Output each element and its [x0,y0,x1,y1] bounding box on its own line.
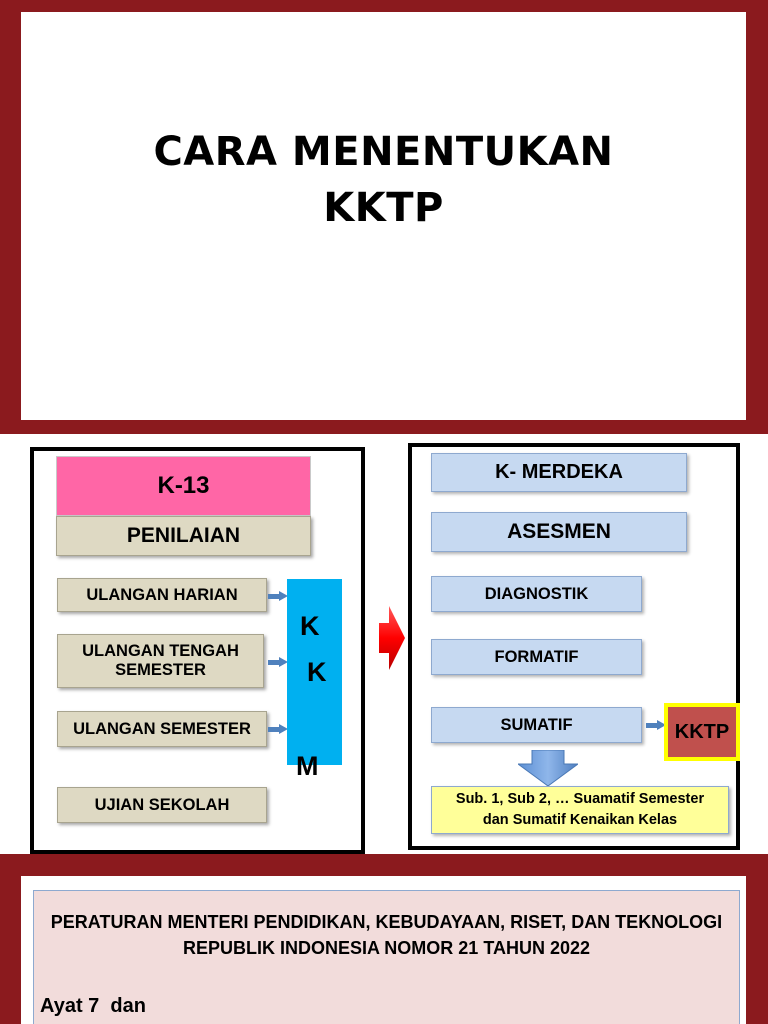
kktp-box: KKTP [664,703,740,761]
kkm-letter-k1: K [300,611,320,641]
slide-title [21,124,746,236]
k-merdeka-box: K- MERDEKA [431,453,687,492]
sumatif-detail-box: Sub. 1, Sub 2, … Suamatif Semester dan Sumatif Kenaikan Kelas [431,786,729,834]
kkm-letter-k2: K [307,657,327,687]
arrow-right-icon [268,657,288,667]
title-slide [21,12,746,420]
diagnostik-box: DIAGNOSTIK [431,576,642,612]
regulation-slide [21,876,746,1024]
ulangan-semester-box: ULANGAN SEMESTER [57,711,267,747]
kkm-bar [287,579,342,765]
formatif-box: FORMATIF [431,639,642,675]
k13-header: K-13 [56,456,311,516]
asesmen-box: ASESMEN [431,512,687,552]
title-line-1: CARA MENENTUKAN [153,129,614,175]
big-red-arrow-icon [379,606,405,670]
ayat-text: Ayat 7 dan [40,995,146,1017]
k13-panel [30,447,365,854]
kkm-letter-m: M [296,751,319,781]
k-merdeka-panel [408,443,740,850]
ujian-sekolah-box: UJIAN SEKOLAH [57,787,267,823]
ulangan-tengah-semester-box: ULANGAN TENGAH SEMESTER [57,634,264,688]
arrow-right-icon [268,724,288,734]
penilaian-box: PENILAIAN [56,516,311,556]
title-line-2: KKTP [323,185,444,231]
arrow-right-icon [646,720,666,730]
regulation-heading: PERATURAN MENTERI PENDIDIKAN, KEBUDAYAAN, RISET, DAN TEKNOLOGI REPUBLIK INDONESIA NOMOR 21 TAHUN 2022 [50,912,723,958]
sumatif-box: SUMATIF [431,707,642,743]
down-arrow-icon [518,750,578,786]
comparison-slide [0,434,768,854]
arrow-right-icon [268,591,288,601]
regulation-box [33,890,740,1024]
ulangan-harian-box: ULANGAN HARIAN [57,578,267,612]
